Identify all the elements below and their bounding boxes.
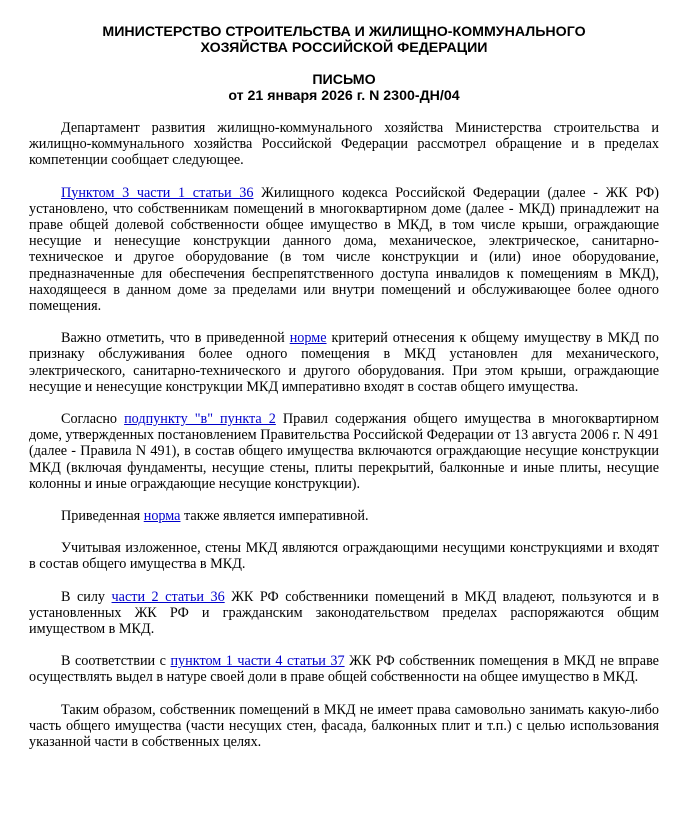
law-reference-link[interactable]: Пунктом 3 части 1 статьи 36: [61, 184, 254, 201]
paragraph-8: [29, 653, 659, 685]
paragraph-text: Жилищного кодекса Российской Федерации (далее - ЖК РФ) установлено, что собственникам помещений в многоквартирном доме (далее - МКД) принадлежит на праве общей долевой собственности общее имущество в МКД, в том числе крыши, ограждающие несущие и ненесущие конструкции данного дома, механическое, электрическое, санитарно-техническое и другое оборудование (в том числе конструкции и (или) иное оборудование, предназначенные для обеспечения беспрепятственного доступа инвалидов к помещениям в МКД), находящееся в данном доме за пределами или внутри помещений и обслуживающее более одного помещения.: [29, 184, 659, 315]
paragraph-text: ЖК РФ собственники помещений в МКД владеют, пользуются и в установленных ЖК РФ и гражданским законодательством пределах распоряжаются общим имуществом в МКД.: [29, 588, 659, 638]
paragraph-6: Учитывая изложенное, стены МКД являются ограждающими несущими конструкциями и входят в состав общего имущества в МКД.: [29, 540, 659, 573]
paragraph-text: Правил содержания общего имущества в многоквартирном доме, утвержденных постановлением Правительства Российской Федерации от 13 августа 2006 г. N 491 (далее - Правила N 491), в состав общего имущества включаются ограждающие несущие конструкции МКД (включая фундаменты, несущие стены, плиты перекрытий, балконные и иные плиты, несущие колонны и иные ограждающие несущие конструкции).: [29, 411, 660, 492]
paragraph-text: В соответствии с: [61, 653, 171, 670]
paragraph-4: [29, 411, 659, 492]
ministry-name-line-1: МИНИСТЕРСТВО СТРОИТЕЛЬСТВА И ЖИЛИЩНО-КОММУНАЛЬНОГО: [102, 24, 586, 40]
paragraph-text: также является императивной.: [180, 508, 369, 525]
paragraph-5: [29, 508, 659, 524]
ministry-header: [29, 24, 659, 56]
paragraph-7: [29, 589, 659, 638]
paragraph-9: Таким образом, собственник помещений в МКД не имеет права самовольно занимать какую-либо часть общего имущества (части несущих стен, фасада, балконных плит и т.п.) с целью использования указанной части в собственных целях.: [29, 701, 659, 751]
law-reference-link[interactable]: пунктом 1 части 4 статьи 37: [170, 653, 345, 670]
paragraph-2: [29, 185, 659, 315]
ministry-name-line-2: ХОЗЯЙСТВА РОССИЙСКОЙ ФЕДЕРАЦИИ: [200, 40, 488, 56]
paragraph-1: Департамент развития жилищно-коммунального хозяйства Министерства строительства и жилищно-коммунального хозяйства Российской Федерации рассмотрел обращение и в пределах компетенции сообщает следующее.: [29, 120, 659, 169]
paragraph-text: В силу: [61, 588, 112, 605]
paragraph-text: Согласно: [61, 411, 125, 428]
paragraph-text: ЖК РФ собственник помещения в МКД не вправе осуществлять выдел в натуре своей доли в праве общей собственности на общее имущество в МКД.: [29, 653, 659, 686]
letter-title: [29, 72, 659, 104]
norm-reference-link[interactable]: норме: [289, 330, 327, 347]
paragraph-text: Важно отметить, что в приведенной: [61, 330, 290, 347]
rules-reference-link[interactable]: подпункту "в" пункта 2: [124, 411, 276, 428]
letter-body: [29, 120, 659, 750]
letter-date-number: от 21 января 2026 г. N 2300-ДН/04: [228, 88, 460, 104]
law-reference-link[interactable]: части 2 статьи 36: [111, 588, 225, 605]
paragraph-text: критерий отнесения к общему имуществу в МКД по признаку обслуживания более одного помещения в МКД установлен для механического, электрического, санитарно-технического и другого оборудования. При этом крыши, ограждающие несущие и ненесущие конструкции МКД императивно входят в состав общего имущества.: [29, 330, 659, 395]
paragraph-3: [29, 330, 659, 395]
norm-reference-link[interactable]: норма: [143, 508, 181, 525]
paragraph-text: Приведенная: [61, 508, 144, 525]
letter-type: ПИСЬМО: [312, 72, 376, 88]
